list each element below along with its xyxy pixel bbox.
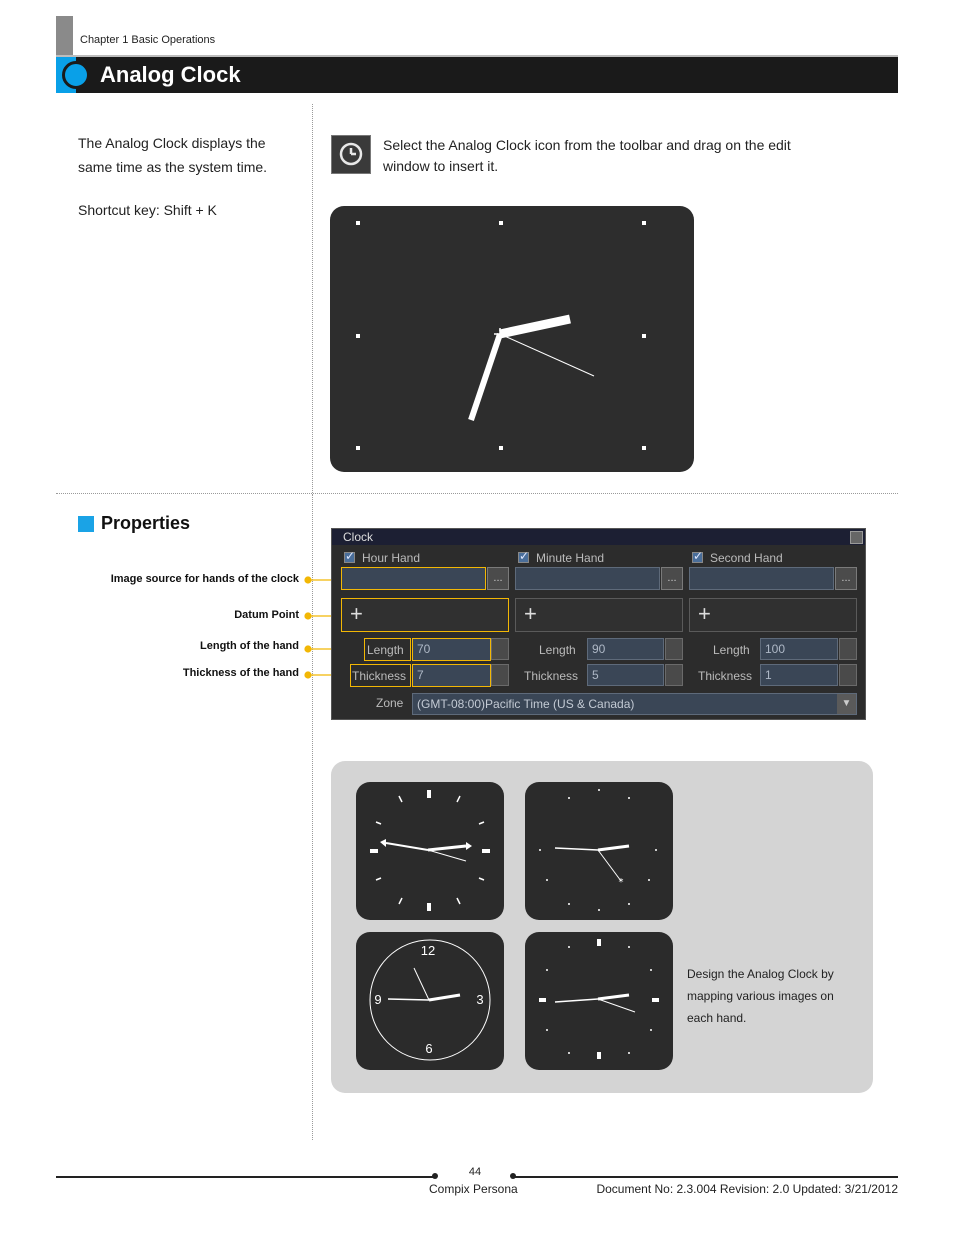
zone-label: Zone <box>376 696 404 710</box>
footer-product: Compix Persona <box>429 1182 518 1196</box>
minute-hand-thickness-label: Thickness <box>524 669 579 683</box>
clock-sample-4 <box>525 932 673 1070</box>
intro-description: The Analog Clock displays the same time as the system time. <box>78 135 268 175</box>
second-hand-thickness-spinner[interactable] <box>839 664 857 686</box>
footer-document-info: Document No: 2.3.004 Revision: 2.0 Updated: 3/21/2012 <box>596 1182 898 1196</box>
analog-clock-tool-icon[interactable] <box>331 135 371 174</box>
minute-hand-browse-button[interactable]: ... <box>661 567 683 590</box>
dial-number-12: 12 <box>420 943 436 958</box>
clock-sample-1 <box>356 782 504 920</box>
page-title: Analog Clock <box>100 62 241 87</box>
toolbar-instruction: Select the Analog Clock icon from the toolbar and drag on the edit window to insert it. <box>383 137 791 174</box>
hour-hand-thickness-label: Thickness <box>350 664 411 687</box>
title-bullet-icon <box>62 61 90 89</box>
dial-number-9: 9 <box>374 992 382 1007</box>
clock-sample-2 <box>525 782 673 920</box>
second-hand-length-spinner[interactable] <box>839 638 857 660</box>
hour-hand-thickness-input[interactable]: 7 <box>412 664 491 687</box>
callout-length: Length of the hand <box>200 640 299 652</box>
chapter-tab <box>56 16 73 56</box>
properties-bullet-icon <box>78 516 94 532</box>
dialog-title: Clock <box>343 530 374 544</box>
second-hand <box>500 334 594 376</box>
hour-hand-length-input[interactable]: 70 <box>412 638 491 661</box>
callout-thickness: Thickness of the hand <box>182 667 299 679</box>
shortcut-key: Shortcut key: Shift + K <box>78 202 217 218</box>
minute-hand-thickness-spinner[interactable] <box>665 664 683 686</box>
footer-rule-left <box>56 1176 434 1178</box>
minute-hand-length-spinner[interactable] <box>665 638 683 660</box>
chapter-label: Chapter 1 Basic Operations <box>80 34 216 46</box>
second-hand-datum-point[interactable]: + <box>689 598 857 632</box>
hour-hand-datum-point[interactable]: + <box>341 598 509 632</box>
hour-hand <box>500 319 570 334</box>
second-hand-thickness-input[interactable]: 1 <box>760 664 838 686</box>
hour-hand-length-label: Length <box>364 638 411 661</box>
minute-hand-length-input[interactable]: 90 <box>587 638 664 660</box>
second-hand-label: Second Hand <box>710 551 783 565</box>
second-hand-browse-button[interactable]: ... <box>835 567 857 590</box>
hour-hand-label: Hour Hand <box>362 551 421 565</box>
column-divider-top <box>312 104 313 493</box>
svg-text:*: * <box>618 877 624 888</box>
dialog-titlebar <box>332 529 865 545</box>
clock-sample-3 <box>356 932 504 1070</box>
callout-image-source: Image source for hands of the clock <box>110 573 299 585</box>
second-hand-thickness-label: Thickness <box>698 669 753 683</box>
minute-hand-length-label: Length <box>539 643 576 657</box>
dial-number-6: 6 <box>425 1041 433 1056</box>
section-divider <box>56 493 898 494</box>
zone-dropdown-arrow-icon[interactable]: ▼ <box>837 694 856 714</box>
hour-hand-browse-button[interactable]: ... <box>487 567 509 590</box>
minute-hand-thickness-input[interactable]: 5 <box>587 664 664 686</box>
analog-clock-preview[interactable] <box>330 206 694 472</box>
gallery-caption: Design the Analog Clock by mapping various images on each hand. <box>687 967 834 1025</box>
zone-select[interactable]: (GMT-08:00)Pacific Time (US & Canada) <box>412 693 857 715</box>
minute-hand <box>471 334 500 420</box>
properties-heading: Properties <box>101 513 191 533</box>
callout-datum-point: Datum Point <box>234 609 299 621</box>
second-hand-length-input[interactable]: 100 <box>760 638 838 660</box>
minute-hand-datum-point[interactable]: + <box>515 598 683 632</box>
minute-hand-label: Minute Hand <box>536 551 605 565</box>
second-hand-checkbox[interactable] <box>692 552 703 563</box>
hour-hand-image-field[interactable] <box>341 567 486 590</box>
minute-hand-checkbox[interactable] <box>518 552 529 563</box>
second-hand-length-label: Length <box>713 643 750 657</box>
dial-number-3: 3 <box>476 992 484 1007</box>
hour-hand-checkbox[interactable] <box>344 552 355 563</box>
footer-rule-right <box>514 1176 898 1178</box>
second-hand-image-field[interactable] <box>689 567 834 590</box>
dialog-collapse-button[interactable] <box>850 531 863 544</box>
footer-dot-left <box>432 1173 438 1179</box>
minute-hand-image-field[interactable] <box>515 567 660 590</box>
hour-hand-length-spinner[interactable] <box>491 638 509 660</box>
page-number: 44 <box>468 1166 482 1178</box>
hour-hand-thickness-spinner[interactable] <box>491 664 509 686</box>
